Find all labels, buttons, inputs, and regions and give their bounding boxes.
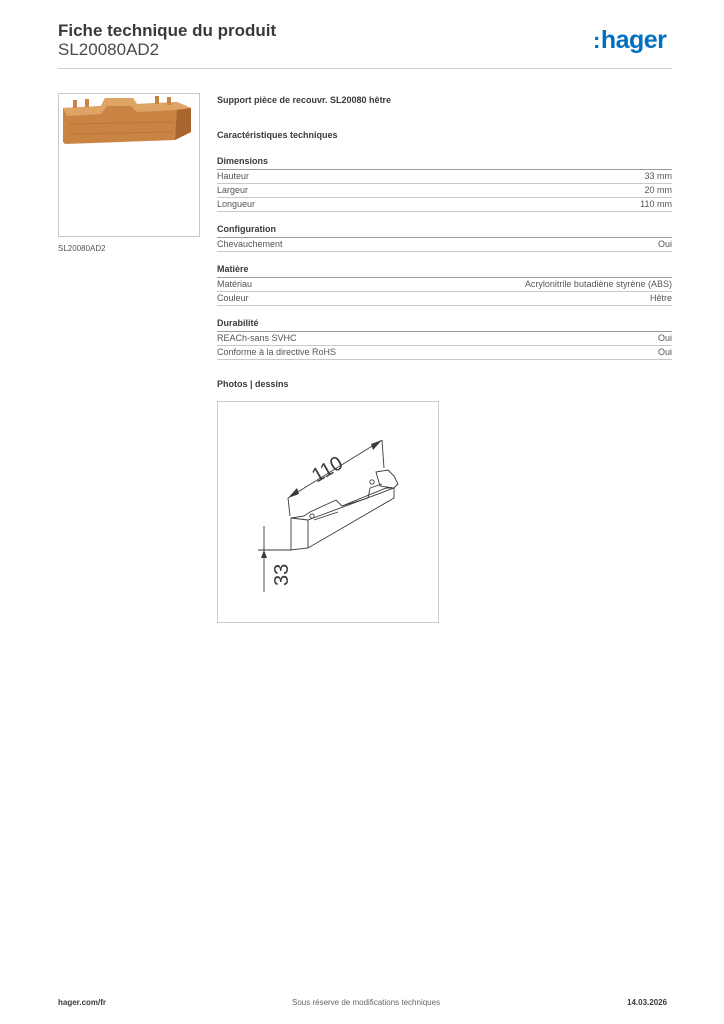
spec-row [217,278,672,292]
spec-row [217,184,672,198]
product-image-caption: SL20080AD2 [58,244,106,253]
spec-value: 33 mm [644,171,672,181]
spec-value: Oui [657,333,672,343]
spec-value: 20 mm [644,185,672,195]
logo-text: hager [600,26,667,54]
product-details [217,95,672,391]
product-image [58,93,200,237]
spec-group-title: Configuration [217,224,672,238]
spec-row [217,198,672,212]
dimension-height-label: 33 [271,563,293,586]
footer-disclaimer: Sous réserve de modifications techniques [292,998,441,1007]
spec-group-dimensions [217,156,672,212]
spec-group-title: Durabilité [217,318,672,332]
specs-heading: Caractéristiques techniques [217,130,338,140]
technical-drawing [217,401,439,623]
spec-group-title: Dimensions [217,156,672,170]
product-reference: SL20080AD2 [58,40,160,59]
footer-date: 14.03.2026 [627,998,668,1007]
spec-value: Hêtre [649,293,672,303]
spec-label: Largeur [217,185,249,195]
spec-group-configuration [217,224,672,252]
dimension-length-label: 110 [308,452,347,488]
spec-label: REACh-sans SVHC [217,333,297,343]
spec-label: Couleur [217,293,249,303]
page-title: Fiche technique du produit [58,21,277,40]
spec-row [217,170,672,184]
spec-row [217,346,672,360]
spec-value: Acrylonitrile butadiène styrène (ABS) [524,279,672,289]
spec-group-title: Matière [217,264,672,278]
dimension-drawing-icon [218,402,438,622]
spec-group-durability [217,318,672,360]
spec-group-material [217,264,672,306]
spec-value: Oui [657,239,672,249]
spec-label: Matériau [217,279,253,289]
logo-dots-icon: : [593,28,600,53]
spec-value: 110 mm [640,199,672,209]
spec-label: Conforme à la directive RoHS [217,347,337,357]
spec-row [217,332,672,346]
footer-website-link[interactable]: hager.com/fr [58,998,107,1007]
header-divider [58,68,672,69]
photos-heading: Photos | dessins [217,379,289,389]
product-name: Support pièce de recouvr. SL20080 hêtre [217,95,392,105]
spec-label: Longueur [217,199,256,209]
product-photo-icon [59,94,200,237]
spec-label: Hauteur [217,171,250,181]
spec-row [217,292,672,306]
hager-logo[interactable] [593,26,666,55]
spec-label: Chevauchement [217,239,283,249]
spec-row [217,238,672,252]
spec-value: Oui [657,347,672,357]
